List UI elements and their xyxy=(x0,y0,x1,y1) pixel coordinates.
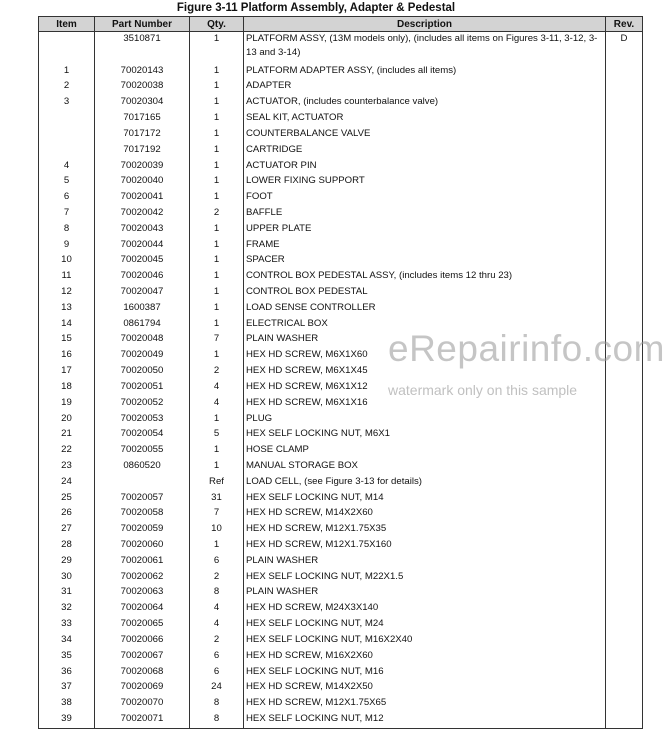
part-number-cell: 70020054 xyxy=(95,427,190,443)
qty-cell: 6 xyxy=(190,665,244,681)
item-cell xyxy=(39,143,95,159)
qty-cell: 1 xyxy=(190,64,244,80)
qty-cell: 1 xyxy=(190,143,244,159)
part-number-cell: 1600387 xyxy=(95,301,190,317)
qty-cell: 1 xyxy=(190,269,244,285)
qty-cell: 8 xyxy=(190,585,244,601)
table-row xyxy=(39,570,643,586)
rev-cell xyxy=(606,412,643,428)
table-row xyxy=(39,238,643,254)
item-cell: 23 xyxy=(39,459,95,475)
table-row xyxy=(39,190,643,206)
table-row xyxy=(39,111,643,127)
rev-cell xyxy=(606,174,643,190)
description-cell: HEX HD SCREW, M12X1.75X35 xyxy=(244,522,606,538)
description-cell: HEX SELF LOCKING NUT, M6X1 xyxy=(244,427,606,443)
item-cell xyxy=(39,127,95,143)
rev-cell xyxy=(606,253,643,269)
description-cell: ACTUATOR PIN xyxy=(244,159,606,175)
table-row xyxy=(39,32,643,64)
table-row xyxy=(39,538,643,554)
part-number-cell: 70020038 xyxy=(95,79,190,95)
table-row xyxy=(39,206,643,222)
part-number-cell: 0860520 xyxy=(95,459,190,475)
rev-cell xyxy=(606,159,643,175)
table-row xyxy=(39,696,643,712)
table-row xyxy=(39,665,643,681)
empty-cell xyxy=(606,728,643,729)
rev-cell xyxy=(606,95,643,111)
watermark-logo: eRepairinfo.com xyxy=(388,328,665,369)
part-number-cell: 70020064 xyxy=(95,601,190,617)
item-cell: 1 xyxy=(39,64,95,80)
qty-cell: 10 xyxy=(190,522,244,538)
qty-cell: 4 xyxy=(190,617,244,633)
rev-cell xyxy=(606,649,643,665)
part-number-cell: 70020052 xyxy=(95,396,190,412)
rev-cell xyxy=(606,301,643,317)
table-row xyxy=(39,222,643,238)
item-cell: 18 xyxy=(39,380,95,396)
description-cell: CONTROL BOX PEDESTAL xyxy=(244,285,606,301)
qty-cell: 1 xyxy=(190,253,244,269)
qty-cell: 1 xyxy=(190,190,244,206)
rev-cell xyxy=(606,585,643,601)
rev-cell xyxy=(606,459,643,475)
item-cell: 13 xyxy=(39,301,95,317)
description-cell: HEX SELF LOCKING NUT, M14 xyxy=(244,491,606,507)
item-cell: 22 xyxy=(39,443,95,459)
part-number-cell: 7017172 xyxy=(95,127,190,143)
item-cell xyxy=(39,111,95,127)
part-number-cell: 70020042 xyxy=(95,206,190,222)
rev-cell xyxy=(606,570,643,586)
description-cell: BAFFLE xyxy=(244,206,606,222)
rev-cell xyxy=(606,522,643,538)
qty-cell: 1 xyxy=(190,32,244,64)
part-number-cell: 70020047 xyxy=(95,285,190,301)
item-cell: 35 xyxy=(39,649,95,665)
empty-cell xyxy=(95,728,190,729)
item-cell: 32 xyxy=(39,601,95,617)
rev-cell xyxy=(606,443,643,459)
qty-cell: Ref xyxy=(190,475,244,491)
rev-cell xyxy=(606,554,643,570)
qty-cell: 1 xyxy=(190,111,244,127)
empty-cell xyxy=(190,728,244,729)
qty-cell: 6 xyxy=(190,649,244,665)
table-row xyxy=(39,143,643,159)
table-row xyxy=(39,554,643,570)
rev-cell xyxy=(606,696,643,712)
table-row xyxy=(39,79,643,95)
rev-cell xyxy=(606,427,643,443)
qty-cell: 2 xyxy=(190,570,244,586)
part-number-cell: 70020070 xyxy=(95,696,190,712)
description-cell: ACTUATOR, (includes counterbalance valve) xyxy=(244,95,606,111)
table-row xyxy=(39,443,643,459)
header-rev: Rev. xyxy=(606,17,643,32)
item-cell: 27 xyxy=(39,522,95,538)
item-cell: 19 xyxy=(39,396,95,412)
rev-cell xyxy=(606,491,643,507)
item-cell: 39 xyxy=(39,712,95,728)
part-number-cell: 70020045 xyxy=(95,253,190,269)
description-cell: PLUG xyxy=(244,412,606,428)
rev-cell xyxy=(606,665,643,681)
item-cell: 25 xyxy=(39,491,95,507)
description-cell: HEX SELF LOCKING NUT, M12 xyxy=(244,712,606,728)
part-number-cell: 70020044 xyxy=(95,238,190,254)
table-row xyxy=(39,95,643,111)
part-number-cell: 70020057 xyxy=(95,491,190,507)
item-cell: 10 xyxy=(39,253,95,269)
part-number-cell: 70020068 xyxy=(95,665,190,681)
qty-cell: 1 xyxy=(190,459,244,475)
rev-cell: D xyxy=(606,32,643,64)
header-part-number: Part Number xyxy=(95,17,190,32)
table-row xyxy=(39,491,643,507)
empty-cell xyxy=(39,728,95,729)
item-cell: 15 xyxy=(39,332,95,348)
qty-cell: 5 xyxy=(190,427,244,443)
rev-cell xyxy=(606,79,643,95)
qty-cell: 31 xyxy=(190,491,244,507)
description-cell: HEX SELF LOCKING NUT, M16X2X40 xyxy=(244,633,606,649)
description-cell: HEX HD SCREW, M6X1X60 xyxy=(244,348,606,364)
item-cell: 6 xyxy=(39,190,95,206)
qty-cell: 1 xyxy=(190,301,244,317)
description-cell: HEX HD SCREW, M12X1.75X65 xyxy=(244,696,606,712)
empty-cell xyxy=(244,728,606,729)
rev-cell xyxy=(606,238,643,254)
description-cell: PLATFORM ADAPTER ASSY, (includes all items) xyxy=(244,64,606,80)
table-row xyxy=(39,633,643,649)
part-number-cell: 0861794 xyxy=(95,317,190,333)
description-cell: ELECTRICAL BOX xyxy=(244,317,606,333)
watermark-note: watermark only on this sample xyxy=(388,382,578,398)
description-cell: MANUAL STORAGE BOX xyxy=(244,459,606,475)
item-cell: 20 xyxy=(39,412,95,428)
table-row xyxy=(39,396,643,412)
item-cell: 9 xyxy=(39,238,95,254)
description-cell: FRAME xyxy=(244,238,606,254)
qty-cell: 1 xyxy=(190,159,244,175)
item-cell: 29 xyxy=(39,554,95,570)
table-row xyxy=(39,601,643,617)
header-qty: Qty. xyxy=(190,17,244,32)
rev-cell xyxy=(606,538,643,554)
part-number-cell: 70020051 xyxy=(95,380,190,396)
table-row xyxy=(39,412,643,428)
item-cell: 2 xyxy=(39,79,95,95)
qty-cell: 1 xyxy=(190,443,244,459)
table-row xyxy=(39,617,643,633)
item-cell xyxy=(39,32,95,64)
rev-cell xyxy=(606,64,643,80)
table-row xyxy=(39,127,643,143)
description-cell: ADAPTER xyxy=(244,79,606,95)
table-row xyxy=(39,174,643,190)
part-number-cell: 70020143 xyxy=(95,64,190,80)
item-cell: 16 xyxy=(39,348,95,364)
description-cell: PLATFORM ASSY, (13M models only), (includes all items on Figures 3-11, 3-12, 3-13 and 3-14) xyxy=(244,32,606,64)
part-number-cell: 70020060 xyxy=(95,538,190,554)
part-number-cell: 70020049 xyxy=(95,348,190,364)
item-cell: 7 xyxy=(39,206,95,222)
part-number-cell: 3510871 xyxy=(95,32,190,64)
table-row xyxy=(39,427,643,443)
rev-cell xyxy=(606,285,643,301)
qty-cell: 7 xyxy=(190,332,244,348)
table-row xyxy=(39,506,643,522)
qty-cell: 1 xyxy=(190,127,244,143)
description-cell: FOOT xyxy=(244,190,606,206)
part-number-cell xyxy=(95,475,190,491)
description-cell: CONTROL BOX PEDESTAL ASSY, (includes items 12 thru 23) xyxy=(244,269,606,285)
item-cell: 17 xyxy=(39,364,95,380)
part-number-cell: 70020069 xyxy=(95,680,190,696)
qty-cell: 2 xyxy=(190,364,244,380)
table-row xyxy=(39,64,643,80)
description-cell: COUNTERBALANCE VALVE xyxy=(244,127,606,143)
item-cell: 21 xyxy=(39,427,95,443)
item-cell: 30 xyxy=(39,570,95,586)
description-cell: LOAD CELL, (see Figure 3-13 for details) xyxy=(244,475,606,491)
qty-cell: 8 xyxy=(190,712,244,728)
table-row xyxy=(39,253,643,269)
rev-cell xyxy=(606,475,643,491)
qty-cell: 1 xyxy=(190,238,244,254)
item-cell: 26 xyxy=(39,506,95,522)
qty-cell: 4 xyxy=(190,601,244,617)
description-cell: PLAIN WASHER xyxy=(244,554,606,570)
item-cell: 8 xyxy=(39,222,95,238)
description-cell: SPACER xyxy=(244,253,606,269)
description-cell: PLAIN WASHER xyxy=(244,585,606,601)
table-row xyxy=(39,459,643,475)
description-cell: SEAL KIT, ACTUATOR xyxy=(244,111,606,127)
part-number-cell: 70020062 xyxy=(95,570,190,586)
qty-cell: 1 xyxy=(190,348,244,364)
description-cell: HEX HD SCREW, M14X2X60 xyxy=(244,506,606,522)
part-number-cell: 70020071 xyxy=(95,712,190,728)
qty-cell: 2 xyxy=(190,206,244,222)
table-row xyxy=(39,475,643,491)
description-cell: HEX HD SCREW, M24X3X140 xyxy=(244,601,606,617)
filler-row xyxy=(39,728,643,729)
description-cell: HEX HD SCREW, M16X2X60 xyxy=(244,649,606,665)
table-row xyxy=(39,585,643,601)
part-number-cell: 70020063 xyxy=(95,585,190,601)
qty-cell: 8 xyxy=(190,696,244,712)
part-number-cell: 70020050 xyxy=(95,364,190,380)
description-cell: HEX HD SCREW, M6X1X45 xyxy=(244,364,606,380)
part-number-cell: 70020039 xyxy=(95,159,190,175)
description-cell: CARTRIDGE xyxy=(244,143,606,159)
qty-cell: 1 xyxy=(190,95,244,111)
qty-cell: 4 xyxy=(190,396,244,412)
description-cell: LOWER FIXING SUPPORT xyxy=(244,174,606,190)
description-cell: HEX SELF LOCKING NUT, M24 xyxy=(244,617,606,633)
rev-cell xyxy=(606,269,643,285)
item-cell: 3 xyxy=(39,95,95,111)
figure-title: Figure 3-11 Platform Assembly, Adapter & Pedestal xyxy=(176,2,456,14)
part-number-cell: 70020041 xyxy=(95,190,190,206)
table-row xyxy=(39,712,643,728)
rev-cell xyxy=(606,111,643,127)
rev-cell xyxy=(606,206,643,222)
qty-cell: 1 xyxy=(190,222,244,238)
item-cell: 34 xyxy=(39,633,95,649)
item-cell: 31 xyxy=(39,585,95,601)
header-item: Item xyxy=(39,17,95,32)
description-cell: HEX SELF LOCKING NUT, M16 xyxy=(244,665,606,681)
qty-cell: 6 xyxy=(190,554,244,570)
qty-cell: 2 xyxy=(190,633,244,649)
rev-cell xyxy=(606,143,643,159)
part-number-cell: 70020040 xyxy=(95,174,190,190)
description-cell: HEX HD SCREW, M6X1X12 xyxy=(244,380,606,396)
item-cell: 11 xyxy=(39,269,95,285)
part-number-cell: 70020055 xyxy=(95,443,190,459)
part-number-cell: 70020065 xyxy=(95,617,190,633)
description-cell: HEX HD SCREW, M14X2X50 xyxy=(244,680,606,696)
part-number-cell: 70020304 xyxy=(95,95,190,111)
table-row xyxy=(39,285,643,301)
header-description: Description xyxy=(244,17,606,32)
table-row xyxy=(39,301,643,317)
item-cell: 5 xyxy=(39,174,95,190)
part-number-cell: 70020067 xyxy=(95,649,190,665)
table-row xyxy=(39,680,643,696)
description-cell: LOAD SENSE CONTROLLER xyxy=(244,301,606,317)
table-row xyxy=(39,649,643,665)
qty-cell: 1 xyxy=(190,412,244,428)
rev-cell xyxy=(606,190,643,206)
item-cell: 24 xyxy=(39,475,95,491)
qty-cell: 1 xyxy=(190,285,244,301)
item-cell: 37 xyxy=(39,680,95,696)
description-cell: PLAIN WASHER xyxy=(244,332,606,348)
qty-cell: 1 xyxy=(190,174,244,190)
description-cell: HEX HD SCREW, M12X1.75X160 xyxy=(244,538,606,554)
item-cell: 4 xyxy=(39,159,95,175)
rev-cell xyxy=(606,380,643,396)
description-cell: HEX HD SCREW, M6X1X16 xyxy=(244,396,606,412)
part-number-cell: 70020043 xyxy=(95,222,190,238)
rev-cell xyxy=(606,601,643,617)
rev-cell xyxy=(606,127,643,143)
rev-cell xyxy=(606,633,643,649)
item-cell: 38 xyxy=(39,696,95,712)
item-cell: 36 xyxy=(39,665,95,681)
qty-cell: 7 xyxy=(190,506,244,522)
table-row xyxy=(39,159,643,175)
parts-table xyxy=(38,16,643,729)
item-cell: 12 xyxy=(39,285,95,301)
qty-cell: 4 xyxy=(190,380,244,396)
rev-cell xyxy=(606,680,643,696)
rev-cell xyxy=(606,617,643,633)
header-row xyxy=(39,17,643,32)
rev-cell xyxy=(606,506,643,522)
part-number-cell: 7017192 xyxy=(95,143,190,159)
rev-cell xyxy=(606,396,643,412)
description-cell: HOSE CLAMP xyxy=(244,443,606,459)
part-number-cell: 70020059 xyxy=(95,522,190,538)
part-number-cell: 70020046 xyxy=(95,269,190,285)
part-number-cell: 7017165 xyxy=(95,111,190,127)
table-row xyxy=(39,522,643,538)
qty-cell: 1 xyxy=(190,317,244,333)
part-number-cell: 70020061 xyxy=(95,554,190,570)
item-cell: 14 xyxy=(39,317,95,333)
qty-cell: 1 xyxy=(190,79,244,95)
table-row xyxy=(39,269,643,285)
description-cell: UPPER PLATE xyxy=(244,222,606,238)
description-cell: HEX SELF LOCKING NUT, M22X1.5 xyxy=(244,570,606,586)
part-number-cell: 70020048 xyxy=(95,332,190,348)
item-cell: 28 xyxy=(39,538,95,554)
qty-cell: 24 xyxy=(190,680,244,696)
rev-cell xyxy=(606,222,643,238)
rev-cell xyxy=(606,712,643,728)
part-number-cell: 70020058 xyxy=(95,506,190,522)
qty-cell: 1 xyxy=(190,538,244,554)
item-cell: 33 xyxy=(39,617,95,633)
part-number-cell: 70020066 xyxy=(95,633,190,649)
part-number-cell: 70020053 xyxy=(95,412,190,428)
